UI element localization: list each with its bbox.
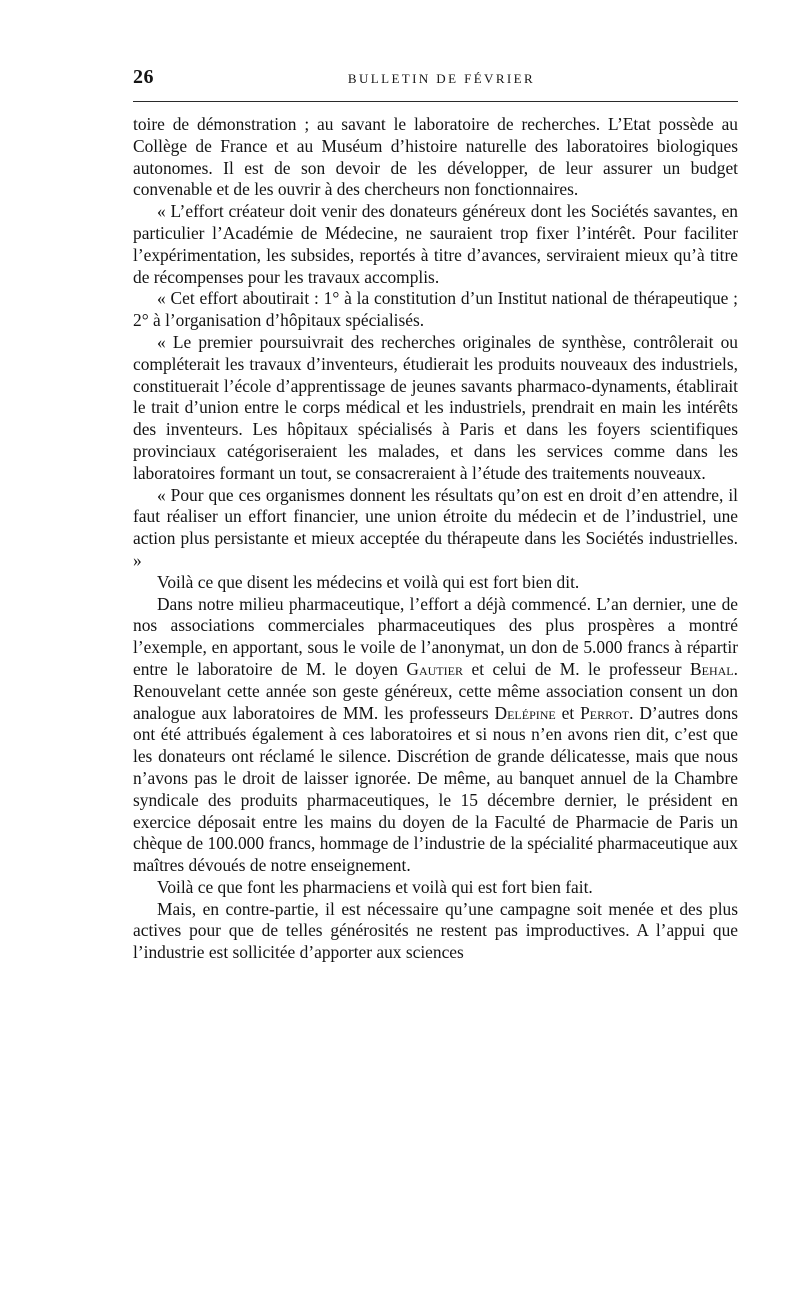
paragraph-text: et (555, 702, 581, 723)
paragraph-text: . D’autres dons ont été attribués également à ces laboratoires et si nous n’en avons rien dit, c’est que les donateurs ont réclamé le silence. Discrétion de grande délicatesse, mais que nous n’avons pas le droit de laisser ignorée. De même, au banquet annuel de la Chambre syndicale des produits pharmaceutiques, le 15 décembre dernier, le président en exercice déposait entre les mains du doyen de la Faculté de Pharmacie de Paris un chèque de 100.000 francs, hommage de l’industrie de la spécialité pharmaceutique aux maîtres dévoués de notre enseignement. (133, 702, 739, 876)
paragraph-text: « Cet effort aboutirait : 1° à la constitution d’un Institut national de thérapeutique ; 2° à l’organisation d’hôpitaux spécialisés. (133, 288, 738, 331)
paragraph-text: « Le premier poursuivrait des recherches originales de synthèse, contrôlerait ou compléterait les travaux d’inventeurs, étudierait les produits nouveaux des industriels, constituerait l’école d’apprentissage de jeunes savants pharmaco-dynaments, établirait le trait d’union entre le corps médical et les industriels, prendrait en main les intérêts des inventeurs. Les hôpitaux spécialisés à Paris et dans les foyers scientifiques provinciaux catégoriseraient les malades, et dans les services comme dans les laboratoires formant un tout, se consacreraient à l’étude des traitements nouveaux. (133, 331, 738, 483)
paragraph-text: « L’effort créateur doit venir des donateurs généreux dont les Sociétés savantes, en particulier l’Académie de Médecine, ne sauraient trop fixer l’intérêt. Pour faciliter l’expérimentation, les subsides, reportés à titre d’avances, serviraient mieux qu’à titre de récompenses pour les travaux accomplis. (133, 201, 738, 287)
paragraph-p9 (133, 899, 738, 964)
paragraph-p1 (133, 114, 738, 201)
paragraph-text: Voilà ce que font les pharmaciens et voilà qui est fort bien fait. (157, 876, 593, 897)
paragraph-text: et celui de M. le professeur (462, 658, 691, 679)
page-header (133, 66, 738, 96)
header-rule (133, 101, 738, 102)
person-name: Perrot (580, 702, 630, 723)
paragraph-text: Mais, en contre-partie, il est nécessaire qu’une campagne soit menée et des plus actives pour que de telles générosités ne restent pas improductives. A l’appui que l’industrie est sollicitée d’apporter aux sciences (133, 898, 738, 963)
page-number: 26 (133, 66, 154, 88)
paragraph-text: « Pour que ces organismes donnent les résultats qu’on est en droit d’en attendre, il faut réaliser un effort financier, une union étroite du médecin et de l’industriel, une action plus persistante et mieux acceptée du thérapeute dans les Sociétés industrielles. » (133, 484, 738, 570)
paragraph-p2 (133, 201, 738, 288)
paragraph-p4 (133, 332, 738, 485)
paragraph-p3 (133, 288, 738, 332)
paragraph-text: Voilà ce que disent les médecins et voilà qui est fort bien dit. (157, 571, 580, 592)
paragraph-p6 (133, 572, 738, 594)
person-name: Delépine (494, 702, 556, 723)
paragraph-text: toire de démonstration ; au savant le laboratoire de recherches. L’Etat possède au Collège de France et au Muséum d’histoire naturelle des laboratoires biologiques autonomes. Il est de son devoir de les développer, de leur assurer un budget convenable et de les ouvrir à des chercheurs non fonctionnaires. (133, 114, 738, 200)
paragraph-p5 (133, 485, 738, 572)
paragraph-p8 (133, 877, 738, 899)
paragraph-text: Dans notre milieu pharmaceutique, l’effort a déjà commencé. L’an dernier, une de nos associations commerciales pharmaceutiques des plus prospères a montré l’exemple, en apportant, sous le voile de l’anonymat, un don de 5.000 francs à répartir entre le laboratoire de M. le doyen (133, 593, 738, 679)
paragraph-p7 (133, 594, 738, 877)
running-title: BULLETIN DE FÉVRIER (347, 71, 536, 86)
paragraph-text: . Renouvelant cette année son geste généreux, cette même association consent un don analogue aux laboratoires de MM. les professeurs (133, 658, 738, 723)
person-name: Behal (690, 658, 734, 679)
person-name: Gautier (406, 658, 463, 679)
body-text (133, 114, 738, 964)
